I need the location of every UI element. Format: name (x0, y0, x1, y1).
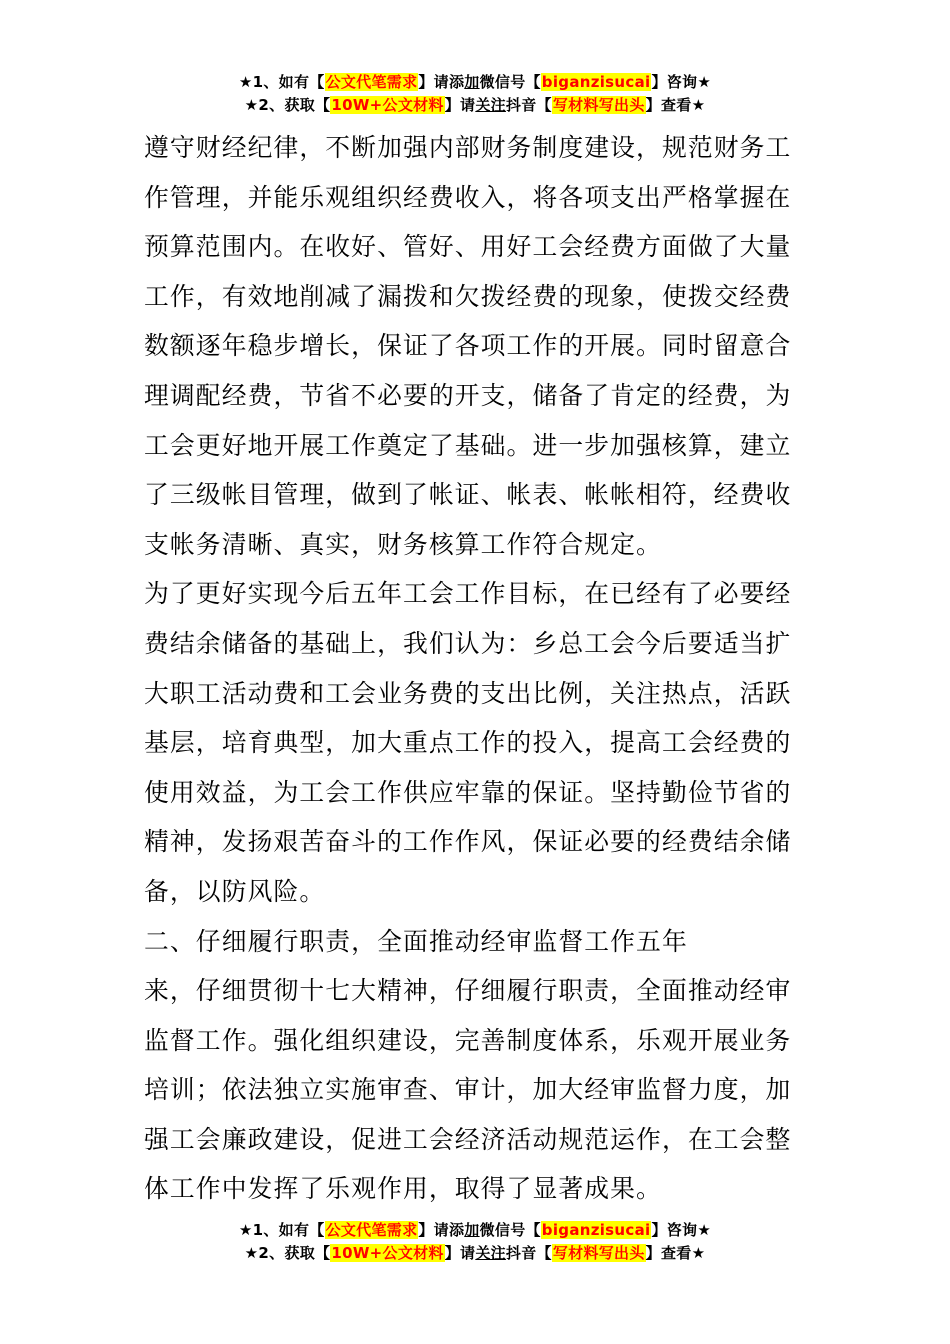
banner-text: 】请添 (418, 73, 465, 91)
banner-text: 】请添 (418, 1221, 465, 1239)
body-line: 工会更好地开展工作奠定了基础。进一步加强核算，建立 (144, 430, 792, 460)
banner-text: 】查看★ (645, 96, 706, 114)
banner-text: 关注 (475, 1244, 506, 1262)
banner-text: 】请 (444, 96, 476, 114)
document-body (144, 123, 814, 1214)
highlight-text: 10W+公文材料 (331, 96, 444, 114)
body-line: 使用效益，为工会工作供应牢靠的保证。坚持勤俭节省的 (144, 777, 792, 807)
body-line: 体工作中发挥了乐观作用，取得了显著成果。 (144, 1174, 662, 1204)
body-line: 工作，有效地削减了漏拨和欠拨经费的现象，使拨交经费 (144, 281, 792, 311)
body-line: 费结余储备的基础上，我们认为：乡总工会今后要适当扩 (144, 628, 792, 658)
body-line: 理调配经费，节省不必要的开支，储备了肯定的经费，为 (144, 380, 792, 410)
banner-text: ★2、获取【 (244, 96, 331, 114)
banner-text: 加 (464, 73, 480, 91)
banner-text: 加 (464, 1221, 480, 1239)
body-line: 来，仔细贯彻十七大精神，仔细履行职责，全面推动经审 (144, 976, 792, 1006)
douyin-account-highlight: 写材料写出头 (552, 96, 645, 114)
banner-line-2 (0, 1242, 950, 1265)
banner-text: 】咨询★ (651, 1221, 712, 1239)
banner-text: ★1、如有【 (238, 1221, 325, 1239)
body-line: 预算范围内。在收好、管好、用好工会经费方面做了大量 (144, 232, 792, 262)
header-banner (0, 71, 950, 117)
banner-text: 关注 (475, 96, 506, 114)
highlight-text: 公文代笔需求 (325, 1221, 418, 1239)
body-line: 强工会廉政建设，促进工会经济活动规范运作，在工会整 (144, 1124, 792, 1154)
footer-banner (0, 1219, 950, 1265)
highlight-text: 10W+公文材料 (331, 1244, 444, 1262)
banner-text: ★1、如有【 (238, 73, 325, 91)
body-line: 备，以防风险。 (144, 876, 326, 906)
douyin-account-highlight: 写材料写出头 (552, 1244, 645, 1262)
banner-line-1 (0, 1219, 950, 1242)
body-line: 培训；依法独立实施审查、审计，加大经审监督力度，加 (144, 1075, 792, 1105)
banner-text: 抖音【 (505, 1244, 552, 1262)
banner-text: 】查看★ (645, 1244, 706, 1262)
body-line: 了三级帐目管理，做到了帐证、帐表、帐帐相符，经费收 (144, 480, 792, 510)
body-line: 基层，培育典型，加大重点工作的投入，提高工会经费的 (144, 728, 792, 758)
banner-line-2 (0, 94, 950, 117)
banner-text: 微信号【 (479, 1221, 541, 1239)
banner-text: 抖音【 (505, 96, 552, 114)
body-line: 大职工活动费和工会业务费的支出比例，关注热点，活跃 (144, 678, 792, 708)
banner-text: 微信号【 (479, 73, 541, 91)
body-line: 监督工作。强化组织建设，完善制度体系，乐观开展业务 (144, 1025, 792, 1055)
body-line: 精神，发扬艰苦奋斗的工作作风，保证必要的经费结余储 (144, 827, 792, 857)
body-line: 遵守财经纪律，不断加强内部财务制度建设，规范财务工 (144, 133, 792, 162)
highlight-text: 公文代笔需求 (325, 73, 418, 91)
body-line: 作管理，并能乐观组织经费收入，将各项支出严格掌握在 (144, 182, 792, 212)
banner-line-1 (0, 71, 950, 94)
wechat-id-highlight: biganzisucai (541, 73, 651, 91)
banner-text: ★2、获取【 (244, 1244, 331, 1262)
banner-text: 】请 (444, 1244, 476, 1262)
wechat-id-highlight: biganzisucai (541, 1221, 651, 1239)
body-line: 为了更好实现今后五年工会工作目标，在已经有了必要经 (144, 579, 792, 609)
body-line: 数额逐年稳步增长，保证了各项工作的开展。同时留意合 (144, 331, 792, 361)
banner-text: 】咨询★ (651, 73, 712, 91)
section-heading: 二、仔细履行职责，全面推动经审监督工作五年 (144, 926, 688, 956)
body-line: 支帐务清晰、真实，财务核算工作符合规定。 (144, 529, 662, 559)
